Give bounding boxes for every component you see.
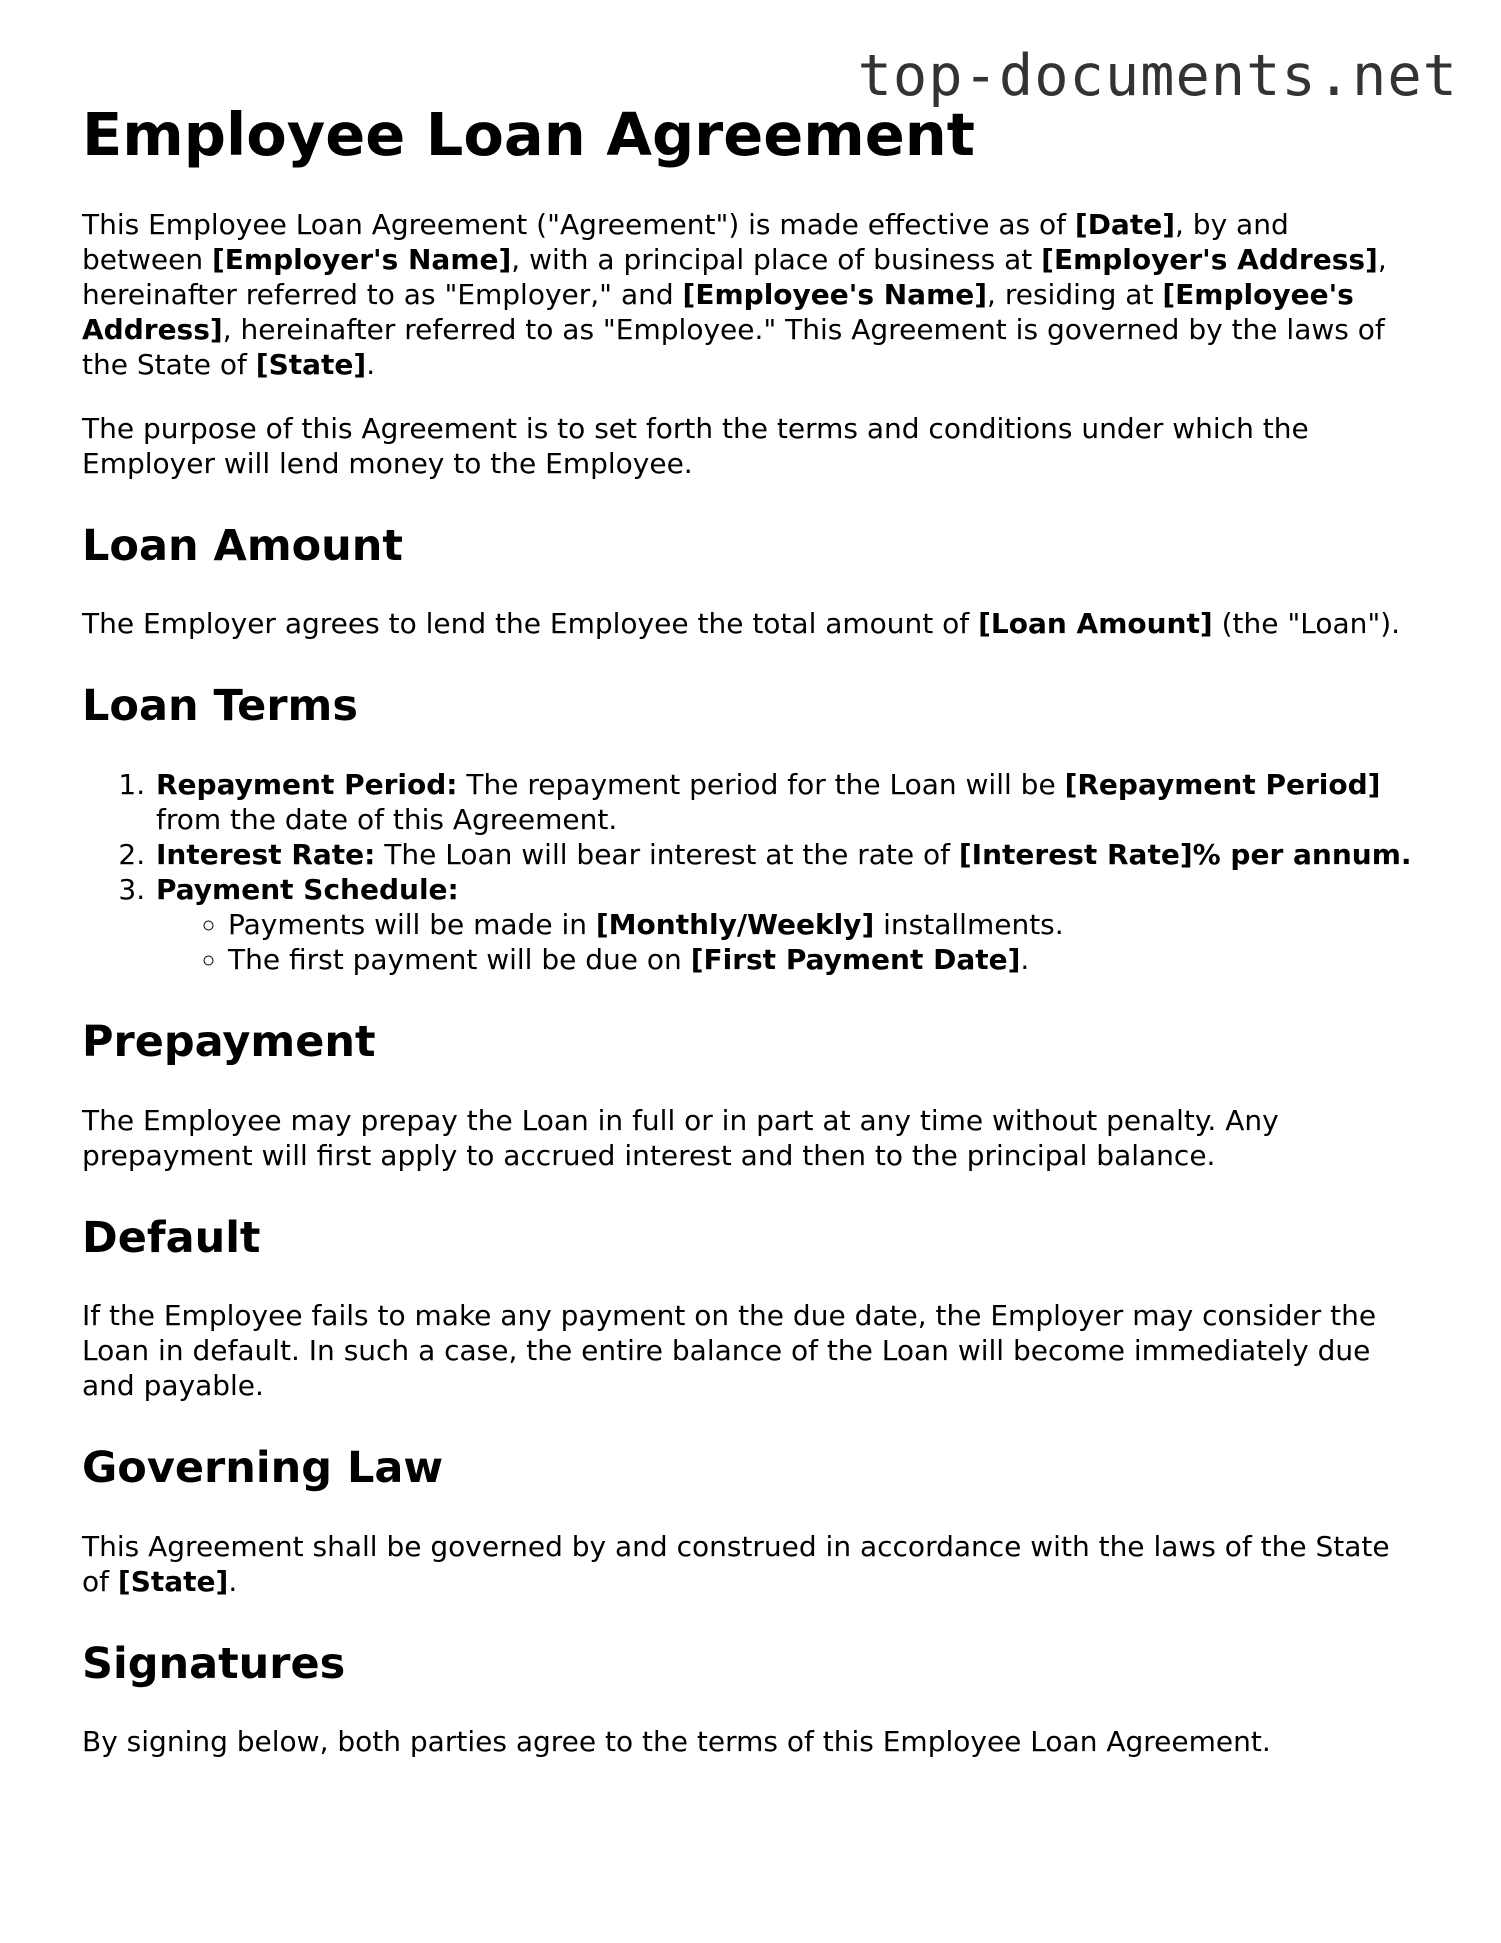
signatures-paragraph: By signing below, both parties agree to the terms of this Employee Loan Agreement. — [82, 1725, 1271, 1759]
list-item: ◦ Payments will be made in [Monthly/Weekly] installments. — [228, 907, 1412, 942]
watermark: top-documents.net — [857, 43, 1458, 109]
intro-paragraph: This Employee Loan Agreement ("Agreement") is made effective as of [Date], by and between [Employer's Name], with a principal place of business at [Employer's Address], hereinafter referred to as "Employer," and [Employee's Name], residing at [Employee's Address], hereinafter referred to as "Employee." This Agreement is governed by the laws of the State of [State]. — [82, 207, 1387, 381]
prepayment-heading: Prepayment — [82, 1016, 376, 1067]
document — [82, 100, 1412, 1788]
governing-state-placeholder: [State] — [117, 1564, 229, 1598]
purpose-paragraph: The purpose of this Agreement is to set forth the terms and conditions under which the Employer will lend money to the Employee. — [82, 411, 1309, 480]
list-item: 2. Interest Rate: The Loan will bear interest at the rate of [Interest Rate]% per annum. — [154, 837, 1412, 872]
interest-rate-label: Interest Rate: — [156, 837, 376, 871]
employer-address-placeholder: [Employer's Address] — [1041, 242, 1378, 276]
employer-name-placeholder: [Employer's Name] — [211, 242, 512, 276]
loan-amount-placeholder: [Loan Amount] — [978, 607, 1213, 641]
date-placeholder: [Date] — [1074, 207, 1175, 241]
repayment-period-placeholder: [Repayment Period] — [1064, 767, 1381, 801]
list-item — [154, 872, 1412, 977]
loan-amount-paragraph: The Employer agrees to lend the Employee the total amount of [Loan Amount] (the "Loan"). — [82, 607, 1401, 641]
list-item: 1. Repayment Period: The repayment period for the Loan will be [Repayment Period] from the date of this Agreement. — [154, 767, 1412, 837]
interest-rate-placeholder: [Interest Rate]% per annum. — [958, 837, 1412, 871]
state-placeholder: [State] — [255, 347, 367, 381]
payment-schedule-label: Payment Schedule: — [156, 872, 459, 906]
payment-schedule-sublist — [156, 907, 1412, 977]
list-item: ◦ The first payment will be due on [First Payment Date]. — [228, 942, 1412, 977]
loan-amount-heading: Loan Amount — [82, 520, 403, 571]
loan-terms-list — [82, 767, 1412, 977]
governing-law-paragraph: This Agreement shall be governed by and construed in accordance with the laws of the State of [State]. — [82, 1529, 1390, 1598]
employee-address-placeholder: [Employee's Address] — [82, 277, 1354, 346]
employee-name-placeholder: [Employee's Name] — [682, 277, 988, 311]
loan-terms-heading: Loan Terms — [82, 681, 358, 732]
document-title: Employee Loan Agreement — [82, 100, 976, 169]
repayment-period-label: Repayment Period: — [156, 767, 458, 801]
first-payment-date-placeholder: [First Payment Date] — [690, 942, 1021, 976]
installment-frequency-placeholder: [Monthly/Weekly] — [595, 907, 875, 941]
signatures-heading: Signatures — [82, 1638, 346, 1689]
governing-law-heading: Governing Law — [82, 1443, 444, 1494]
default-paragraph: If the Employee fails to make any payment on the due date, the Employer may consider the Loan in default. In such a case, the entire balance of the Loan will become immediately due and payable. — [82, 1299, 1377, 1403]
prepayment-paragraph: The Employee may prepay the Loan in full or in part at any time without penalty. Any prepayment will first apply to accrued interest and then to the principal balance. — [82, 1103, 1279, 1172]
default-heading: Default — [82, 1212, 261, 1263]
